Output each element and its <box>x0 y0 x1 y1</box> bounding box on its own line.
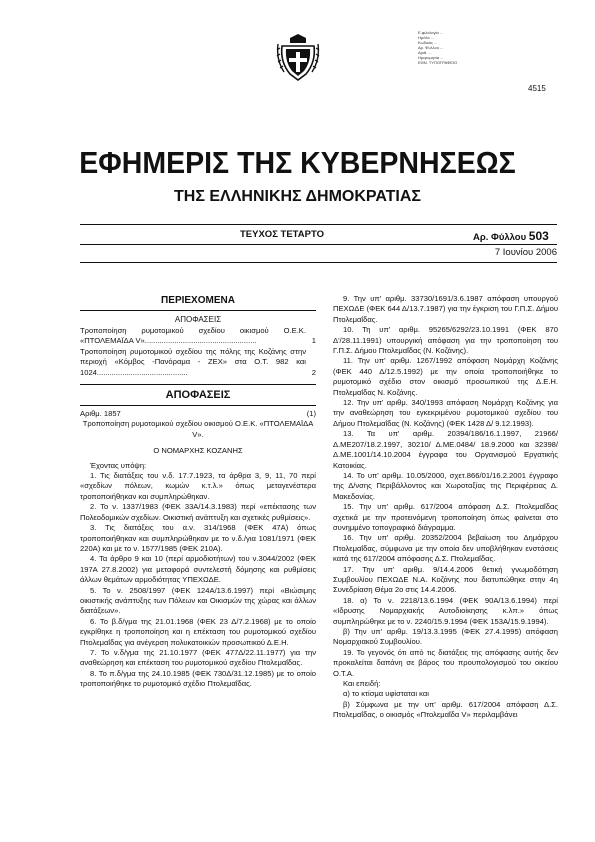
contents-heading: ΠΕΡΙΕΧΟΜΕΝΑ <box>161 295 235 306</box>
greek-coat-of-arms-icon <box>276 32 320 84</box>
stamp-line: Κωδικός ... <box>418 40 438 45</box>
paragraph: 1. Τις διατάξεις του ν.δ. 17.7.1923, τα άρθρα 3, 9, 11, 70 περί «σχεδίων πόλεων, κωμών κ.τ.λ.» όπως μεταγενέστερα τροποποιήθηκαν και συμπληρώθηκαν. <box>80 471 316 501</box>
contents-subheading: ΑΠΟΦΑΣΕΙΣ <box>174 315 222 324</box>
paragraph: β) Την υπ' αριθμ. 19/13.3.1995 (ΦΕΚ 27.4.1995) απόφαση Νομαρχιακού Συμβουλίου. <box>333 627 558 647</box>
decision-subject: Τροποποίηση ρυμοτομικού σχεδίου οικισμού Ο.Ε.Κ. «ΠΤΟΛΕΜΑΪΔΑ V». <box>82 419 314 439</box>
paragraph: 5. Το ν. 2508/1997 (ΦΕΚ 124Α/13.6.1997) περί «Βιώσιμης οικιστικής ανάπτυξης των Πόλεων και Οικισμών της χώρας και άλλων διατάξεων». <box>80 585 316 616</box>
paragraph: 11. Την υπ' αριθμ. 1267/1992 απόφαση Νομάρχη Κοζάνης (ΦΕΚ 440 Δ/12.5.1992) με την οποία τροποποιήθηκε το ρυμοτομικό σχέδιο στον οικισμό προσωπικού της Δ.Ε.Η. Πτολεμαΐδας Ν. Κοζάνης. <box>333 356 558 397</box>
registry-stamp <box>418 30 478 65</box>
stamp-line: Αριθ. ... <box>418 50 432 55</box>
stamp-line: Αρ. Φύλλου ... <box>418 45 444 50</box>
toc-item <box>80 347 316 378</box>
decisions-rule <box>80 405 316 406</box>
toc-item-page: 1 <box>311 336 316 346</box>
header-rule-mid <box>80 244 557 245</box>
gazette-subtitle: ΤΗΣ ΕΛΛΗΝΙΚΗΣ ΔΗΜΟΚΡΑΤΙΑΣ <box>174 188 421 205</box>
header-rule-top <box>80 224 557 225</box>
issue-date: 7 Ιουνίου 2006 <box>494 247 557 258</box>
stamp-line: Ημερομηνία ... <box>418 55 444 60</box>
gazette-title: ΕΦΗΜΕΡΙΣ ΤΗΣ ΚΥΒΕΡΝΗΣΕΩΣ <box>79 145 516 180</box>
stamp-line: ΕΘΝ. ΤΥΠΟΓΡΑΦΕΙΟ <box>418 60 458 65</box>
toc-item <box>80 326 316 347</box>
paragraph: 13. Τα υπ' αριθμ. 20394/186/16.1.1997, 21966/Δ.ΜΕ207/18.2.1997, 30210/ Δ.ΜΕ.0484/ 18.9.2000 και 32398/Δ.ΜΕ.1001/14.10.2004 έγγραφα του Οργανισμού Εργατικής Κατοικίας. <box>333 429 558 470</box>
contents-rule <box>80 310 316 311</box>
paragraph: 15. Την υπ' αριθμ. 617/2004 απόφαση Δ.Σ. Πτολεμαΐδας σχετικά με την προτεινόμενη τροποποίηση όπως φαίνεται στο συνημμένο τοπογραφικό διάγραμμα. <box>333 502 558 532</box>
issue-label: ΤΕΥΧΟΣ ΤΕΤΑΡΤΟ <box>240 229 324 240</box>
paragraph: α) το κτίσμα υφίσταται και <box>343 689 429 699</box>
decision-number: Αριθμ. 1857 <box>80 409 121 419</box>
paragraph: 9. Την υπ' αριθμ. 33730/1691/3.6.1987 απόφαση υπουργού ΠΕΧΩΔΕ (ΦΕΚ 644 Δ/13.7.1987) για την έγκριση του Γ.Π.Σ. Δήμου Πτολεμαΐδας. <box>333 294 558 324</box>
stamp-line: Ημ/νία ... <box>418 35 434 40</box>
toc-item-page: 2 <box>311 367 316 377</box>
paragraph: 7. Το ν.δ/γμα της 21.10.1977 (ΦΕΚ 477Δ/22.11.1977) για την αναθεώρηση και επέκταση του ρυμοτομικού σχεδίου Πτολεμαΐδας. <box>80 647 316 668</box>
paragraph: 18. α) Το ν. 2218/13.6.1994 (ΦΕΚ 90Α/13.6.1994) περί «Ιδρυσης Νομαρχιακής Αυτοδιοίκησης κ.λπ.» όπως συμπληρώθηκε με το ν. 2240/15.9.1994 (ΦΕΚ 153Α/15.9.1994). <box>333 595 558 626</box>
toc-item-text: Τροποποίηση ρυμοτομικού σχεδίου οικισμού Ο.Ε.Κ. «ΠΤΟΛΕΜΑΪΔΑ V»..................................................... <box>80 326 306 346</box>
sheet-label: Αρ. Φύλλου <box>473 232 527 243</box>
paragraph: 12. Την υπ' αριθμ. 340/1993 απόφαση Νομάρχη Κοζάνης για την αναθεώρηση του εγκεκριμένου ρυμοτομικού σχεδίου του Δήμου Πτολεμαΐδας (Ν. Κοζάνης) (ΦΕΚ 1428 Δ/ 9.12.1993). <box>333 398 558 428</box>
header-rule-bottom <box>80 262 557 263</box>
left-column <box>80 294 316 690</box>
sheet-number-value: 503 <box>528 229 549 243</box>
decision-authority: Ο ΝΟΜΑΡΧΗΣ ΚΟΖΑΝΗΣ <box>153 446 243 456</box>
paragraph: 2. Το ν. 1337/1983 (ΦΕΚ 33Α/14.3.1983) περί «επέκτασης των Πολεοδομικών σχεδίων. Οικιστική ανάπτυξη και σχετικές ρυθμίσεις». <box>80 502 316 522</box>
paragraph: 4. Τα άρθρο 9 και 10 (περί αρμοδιοτήτων) του ν.3044/2002 (ΦΕΚ 197Α 27.8.2002) για μεταφορά συντελεστή δόμησης και ρυθμίσεις άλλων θεμάτων αρμοδιότητας ΥΠΕΧΩΔΕ. <box>80 554 316 585</box>
stamp-line: Ε.φιλολογία ... <box>418 30 444 35</box>
contents-end-rule <box>80 384 316 385</box>
paragraph: Και επειδή: <box>343 679 381 689</box>
sheet-number <box>473 229 549 243</box>
paragraph: 6. Το β.δ/γμα της 21.01.1968 (ΦΕΚ 23 Δ/7.2.1968) με το οποίο εγκρίθηκε η τροποποίηση και η επέκταση του ρυμοτομικού σχεδίου Πτολεμαΐδας για ανέγερση πολυκατοικιών προσωπικού Δ.Ε.Η. <box>80 616 316 647</box>
paragraph: 10. Τη υπ' αριθμ. 95265/6292/23.10.1991 (ΦΕΚ 870 Δ'/28.11.1991) υπουργική απόφαση για την τροποποίηση του Γ.Π.Σ. Δήμου Πτολεμαΐδας (Ν. Κοζάνης). <box>333 325 558 356</box>
page-number: 4515 <box>528 84 546 93</box>
paragraph: 14. Το υπ' αριθμ. 10.05/2000, σχετ.866/01/16.2.2001 έγγραφο της Δ/νσης Περιβάλλοντος και Χωροταξίας της Περιφέρειας Δ. Μακεδονίας. <box>333 470 558 501</box>
decisions-heading: ΑΠΟΦΑΣΕΙΣ <box>165 389 231 402</box>
paragraph: 17. Την υπ' αριθμ. 9/14.4.2006 θετική γνωμοδότηση Συμβουλίου ΠΕΧΩΔΕ Ν.Α. Κοζάνης που διατυπώθηκε στην 4η Συνεδρίαση Θέμα 2ο στις 14.4.2006. <box>333 564 558 595</box>
paragraph: 16. Την υπ' αριθμ. 20352/2004 βεβαίωση του Δημάρχου Πτολεμαΐδας, σύμφωνα με την οποία δεν υποβλήθηκαν ενστάσεις κατά της 617/2004 απόφασης Δ.Σ. Πτολεμαΐδας. <box>333 533 558 564</box>
toc-item-text: Τροποποίηση ρυμοτομικού σχεδίου της πόλης της Κοζάνης στην περιοχή «Κόμβος -Πανόραμα - ΖΕΧ» στα Ο.Τ. 982 και 1024........................................... <box>80 346 306 377</box>
considering-label: Έχοντας υπόψη: <box>90 460 147 470</box>
paragraph: 19. Το γεγονός ότι από τις διατάξεις της απόφασης αυτής δεν προκαλείται δαπάνη σε βάρος του προυπολογισμού του οικείου Ο.Τ.Α. <box>333 647 558 678</box>
paragraph: 3. Τις διατάξεις του α.ν. 314/1968 (ΦΕΚ 47Α) όπως τροποποιήθηκαν και συμπληρώθηκαν με το ν.δ./για 1081/1971 (ΦΕΚ 220Α) και με το ν. 1577/1985 (ΦΕΚ 210Α). <box>80 523 316 553</box>
paragraph: 8. Το π.δ/γμα της 24.10.1985 (ΦΕΚ 730Δ/31.12.1985) με το οποίο τροποποιήθηκε το ρυμοτομικό σχέδιο Πτολεμαΐδας. <box>80 668 316 689</box>
paragraph: β) Σύμφωνα με την υπ' αριθμ. 617/2004 απόφαση Δ.Σ. Πτολεμαΐδας, ο οικισμός «Πτολεμαΐδα V» περιλαμβάνει <box>333 699 558 720</box>
right-column <box>333 294 558 721</box>
decision-ref: (1) <box>306 409 316 419</box>
decision-number-row <box>80 409 316 419</box>
